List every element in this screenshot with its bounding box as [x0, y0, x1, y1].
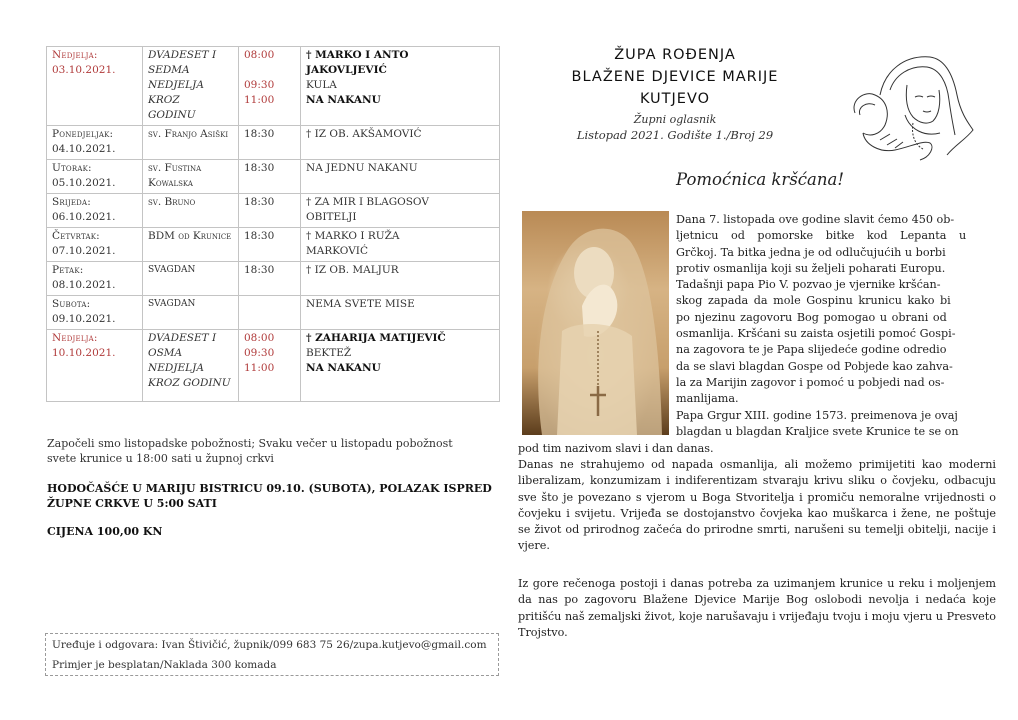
mass-time: 18:30 — [244, 196, 275, 208]
print-run-info: Primjer je besplatan/Naklada 300 komada — [52, 659, 277, 671]
mass-time: 11:00 — [244, 362, 275, 374]
intention-line: MARKOVIĆ — [306, 245, 368, 257]
liturgy-line: sv. Franjo Asiški — [148, 128, 229, 140]
time-cell — [239, 160, 301, 194]
table-row — [47, 228, 500, 262]
intention-cell — [301, 296, 500, 330]
day-label: Utorak: — [52, 162, 92, 174]
date-label: 09.10.2021. — [52, 313, 116, 325]
article-paragraph-2: Danas ne strahujemo od napada osmanlija, ali možemo primijetiti kao moderni liberalizam, konzumizam i indiferentizam stvaraju krivu sliku o čovjeku, odbacuju sve što je povezano s vjerom u Boga Stvoritelja i promiču nemoralne vrijednosti o čovjeku i svijetu. Vrijeđa se dostojanstvo čovjeka kao muškarca i žene, ne poštuje se život od prirodnog začeća do prirodne smrti, narušeni su temelji obitelji, nacije i vjere. — [518, 458, 996, 553]
liturgy-line: NEDJELJA KROZ — [148, 79, 204, 106]
pilgrimage-notice — [47, 481, 492, 511]
liturgy-cell — [143, 47, 239, 126]
issue-info: Listopad 2021. Godište 1./Broj 29 — [576, 128, 774, 142]
intention-line: NA NAKANU — [306, 362, 381, 374]
table-row — [47, 126, 500, 160]
article-line: protiv osmanlija koji su željeli poharati Europu. — [676, 261, 946, 275]
liturgy-line: KROZ GODINU — [148, 377, 231, 389]
day-label: Subota: — [52, 298, 91, 310]
parish-header — [545, 44, 805, 142]
intention-line: NA JEDNU NAKANU — [306, 162, 418, 174]
newsletter-subtitle: Župni oglasnik — [633, 113, 717, 126]
liturgy-line: SEDMA — [148, 64, 190, 76]
date-label: 08.10.2021. — [52, 279, 116, 291]
intention-line: † IZ OB. MALJUR — [306, 264, 399, 276]
table-row — [47, 160, 500, 194]
day-label: Srijeda: — [52, 196, 91, 208]
intention-line: JAKOVLJEVIĆ — [306, 64, 387, 76]
table-row — [47, 296, 500, 330]
intention-line: NA NAKANU — [306, 94, 381, 106]
intention-line: † ZAHARIJA MATIJEVIČ — [306, 332, 446, 344]
mass-time: 11:00 — [244, 94, 275, 106]
mass-time: 18:30 — [244, 162, 275, 174]
liturgy-line: GODINU — [148, 109, 196, 121]
article-line: po njezinu zagovoru Bog pomogao u obrani od — [676, 310, 947, 324]
article-line: manlijama. — [676, 392, 739, 406]
liturgy-cell — [143, 228, 239, 262]
liturgy-cell — [143, 126, 239, 160]
liturgy-line: SVAGDAN — [148, 299, 196, 309]
day-cell — [47, 296, 143, 330]
table-row — [47, 262, 500, 296]
time-cell — [239, 194, 301, 228]
table-row — [47, 330, 500, 402]
imprint-box — [45, 633, 499, 676]
liturgy-line: Kowalska — [148, 177, 193, 189]
mass-time: 18:30 — [244, 230, 275, 242]
day-label: Četvrtak: — [52, 230, 100, 242]
article-line: ljetnicu od pomorske bitke kod Lepanta u — [676, 229, 967, 243]
article-line: Tadašnji papa Pio V. pozvao je vjernike kršćan- — [676, 278, 941, 292]
time-cell — [239, 126, 301, 160]
intention-line: † MARKO I RUŽA — [306, 230, 400, 242]
mass-time: 18:30 — [244, 128, 275, 140]
day-cell — [47, 194, 143, 228]
intention-cell — [301, 126, 500, 160]
devotion-notice — [47, 436, 453, 466]
madonna-and-child-drawing-icon — [835, 45, 975, 165]
intention-cell — [301, 330, 500, 402]
parish-name-line2: BLAŽENE DJEVICE MARIJE — [571, 69, 779, 85]
day-label: Ponedjeljak: — [52, 128, 114, 140]
date-label: 07.10.2021. — [52, 245, 116, 257]
time-cell — [239, 330, 301, 402]
day-cell — [47, 160, 143, 194]
article-paragraph-1 — [676, 212, 996, 440]
intention-line: † MARKO I ANTO — [306, 49, 409, 61]
devotion-line: svete krunice u 18:00 sati u župnoj crkvi — [47, 452, 274, 465]
article-line: skog zapada da mole Gospinu krunicu kako bi — [676, 294, 951, 308]
intention-cell — [301, 194, 500, 228]
intention-line: OBITELJI — [306, 211, 357, 223]
intention-cell — [301, 262, 500, 296]
time-cell — [239, 262, 301, 296]
intention-line: NEMA SVETE MISE — [306, 298, 415, 310]
liturgy-line: BDM od Krunice — [148, 230, 232, 242]
mass-time: 08:00 — [244, 49, 275, 61]
article-line: la za Marijin zagovor i pomoć u pobjedi nad os- — [676, 375, 945, 389]
time-cell — [239, 228, 301, 262]
day-cell — [47, 228, 143, 262]
day-cell — [47, 126, 143, 160]
article-line: osmanlija. Kršćani su zaista osjetili pomoć Gospi- — [676, 327, 956, 341]
intention-cell — [301, 160, 500, 194]
pilgrimage-price: CIJENA 100,00 KN — [47, 525, 163, 538]
article-paragraph-3: Iz gore rečenoga postoji i danas potreba za uzimanjem krunice u reku i moljenjem da nas po zagovoru Blažene Djevice Marije Bog oslobodi nevolja i nedaća koje pritišću naš zemaljski život, koje narušavaju i vrijeđaju tvoju i moju vjeru u Presveto Trojstvo. — [518, 577, 996, 639]
mass-time: 09:30 — [244, 79, 275, 91]
time-cell — [239, 47, 301, 126]
date-label: 04.10.2021. — [52, 143, 116, 155]
mass-time: 18:30 — [244, 264, 275, 276]
intention-line: † IZ OB. AKŠAMOVIĆ — [306, 128, 422, 140]
liturgy-line: sv. Fustina — [148, 162, 202, 174]
article-line: Grčkoj. Ta bitka jedna je od odlučujućih u borbi — [676, 245, 946, 259]
intention-line: † ZA MIR I BLAGOSOV — [306, 196, 429, 208]
date-label: 03.10.2021. — [52, 64, 116, 76]
parish-place: KUTJEVO — [639, 91, 711, 107]
date-label: 06.10.2021. — [52, 211, 116, 223]
date-label: 05.10.2021. — [52, 177, 116, 189]
parish-name-line1: ŽUPA ROĐENJA — [614, 47, 736, 63]
date-label: 10.10.2021. — [52, 347, 116, 359]
article-title: Pomoćnica kršćana! — [676, 170, 844, 189]
table-row — [47, 194, 500, 228]
liturgy-cell — [143, 160, 239, 194]
intention-line: BEKTEŽ — [306, 347, 352, 359]
day-cell — [47, 262, 143, 296]
liturgy-cell — [143, 330, 239, 402]
mass-schedule-table — [46, 46, 500, 402]
liturgy-line: DVADESET I — [148, 332, 217, 344]
intention-cell — [301, 228, 500, 262]
article-line: Papa Grgur XIII. godine 1573. preimenova je ovaj — [676, 408, 958, 422]
mass-time: 09:30 — [244, 347, 275, 359]
liturgy-line: SVAGDAN — [148, 265, 196, 275]
intention-cell — [301, 47, 500, 126]
day-label: Nedjelja: — [52, 49, 98, 61]
time-cell — [239, 296, 301, 330]
article-paragraph-1-tail: pod tim nazivom slavi i dan danas. — [518, 442, 714, 455]
liturgy-line: sv. Bruno — [148, 196, 196, 208]
day-label: Nedjelja: — [52, 332, 98, 344]
liturgy-cell — [143, 262, 239, 296]
intention-line: KULA — [306, 79, 337, 91]
article-line: Dana 7. listopada ove godine slavit ćemo 450 ob- — [676, 213, 955, 226]
liturgy-cell — [143, 194, 239, 228]
praying-madonna-statue-photo-icon — [522, 211, 669, 435]
article-line: na zagovora te je Papa slijedeće godine odredio — [676, 343, 947, 357]
devotion-line: Započeli smo listopadske pobožnosti; Svaku večer u listopadu pobožnost — [47, 437, 453, 450]
pilgrimage-line: HODOČAŠĆE U MARIJU BISTRICU 09.10. (SUBOTA), POLAZAK ISPRED — [47, 482, 492, 495]
liturgy-line: OSMA NEDJELJA — [148, 347, 204, 374]
article-line: da se slavi blagdan Gospe od Pobjede kao zahva- — [676, 359, 953, 373]
day-cell — [47, 47, 143, 126]
table-row — [47, 47, 500, 126]
article-line: blagdan u blagdan Kraljice svete Krunice te se on — [676, 424, 959, 438]
mass-time: 08:00 — [244, 332, 275, 344]
liturgy-cell — [143, 296, 239, 330]
editor-info: Uređuje i odgovara: Ivan Štivičić, župnik/099 683 75 26/zupa.kutjevo@gmail.com — [52, 639, 487, 651]
day-label: Petak: — [52, 264, 84, 276]
day-cell — [47, 330, 143, 402]
liturgy-line: DVADESET I — [148, 49, 217, 61]
pilgrimage-line: ŽUPNE CRKVE U 5:00 SATI — [47, 497, 217, 510]
